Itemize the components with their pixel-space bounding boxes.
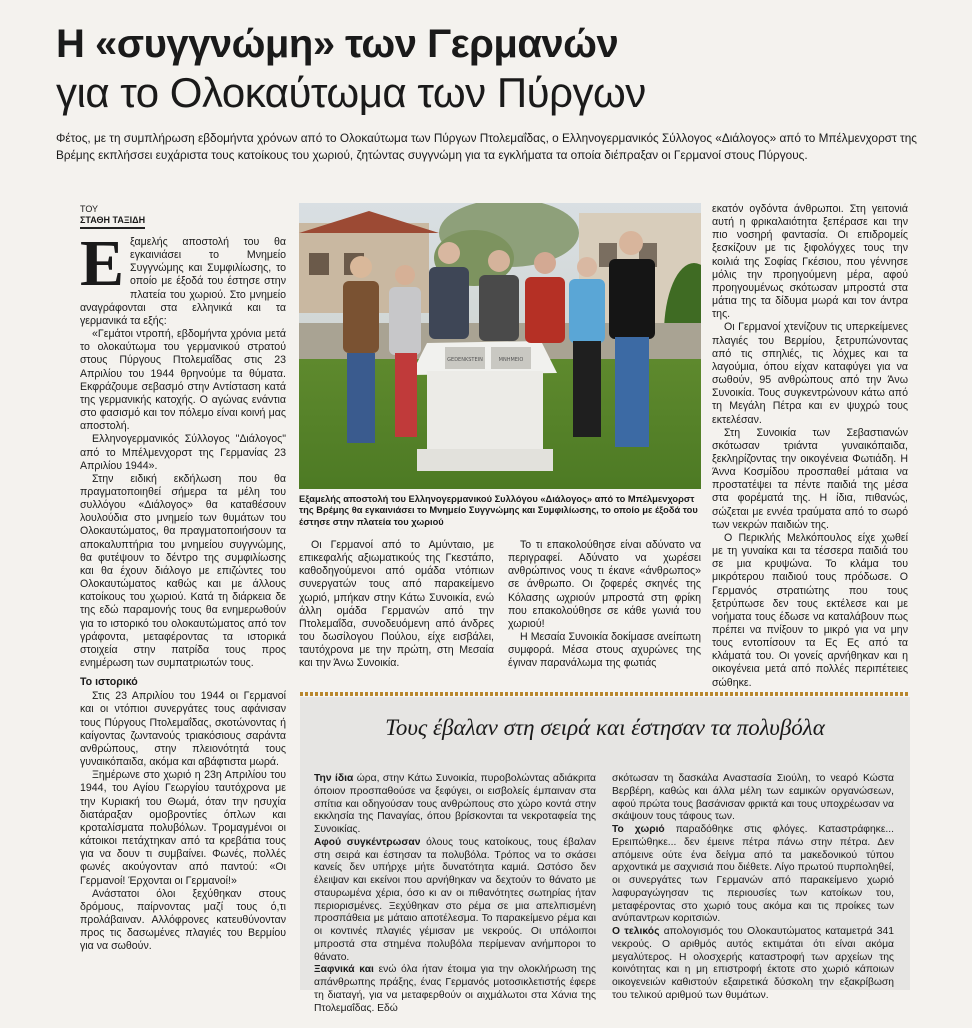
sidebar-column-right <box>612 773 894 1003</box>
sidebar-text: ενώ όλα ήταν έτοιμα για την ολοκλήρωση της απάνθρωπης πράξης, ένας Γερμανός μοτοσικλετιστής έφερε τη διαταγή, για να μεταφερθούν οι αιχμάλωτοι στα Χάνια της Πτολεμαΐδας. Εδώ <box>314 964 596 1014</box>
article-lede: Φέτος, με τη συμπλήρωση εβδομήντα χρόνων από το Ολοκαύτωμα των Πύργων Πτολεμαΐδας, ο Ελληνογερμανικός Σύλλογος «Διάλογος» από το Μπέλμενχορστ της Βρέμης εκπλήσσει ευχάριστα τους κατοίκους του χωριού, ζητώντας συγγνώμη για τα εγκλήματα τα οποία διέπραξαν οι Γερμανοί στους Πύργους. <box>56 131 917 162</box>
sidebar-paragraph <box>314 773 596 837</box>
lead-in: Το χωριό <box>612 824 665 835</box>
sidebar-paragraph <box>612 926 894 1003</box>
column-3 <box>508 539 701 671</box>
sidebar-top-rule <box>300 692 910 696</box>
col4-paragraph: εκατόν ογδόντα άνθρωποι. Στη γειτονιά αυτή η φρικαλαιότητα ξεπέρασε και την πιο νοσηρή φαντασία. Οι επιδρομείς ξεσκίζουν με τις ξιφολόγχες τους την κοιλιά της Σοφίας Γκέσιου, που γέννησε μόλις την προηγούμενη μέρα, αφού προηγουμένως σκότωσαν μπροστά στα μάτια της τα δίδυμα μωρά και τον άντρα της. <box>712 203 908 321</box>
sidebar-paragraph <box>314 964 596 1015</box>
col2-paragraph: Οι Γερμανοί από το Αμύνταιο, με επικεφαλής αξιωματικούς της Γκεστάπο, καθοδηγούμενοι από ομάδα ντόπιων συνεργατών τους από παρακείμενο χωριό, μπήκαν στην Κάτω Συνοικία, ενώ άλλη ομάδα Γερμανών από την Πτολεμαΐδα, συνοδευόμενη από άνδρες του δωσίλογου Πούλου, είχε εισβάλει, ταυτόχρονα με την πρώτη, στη Μεσαία και την Άνω Συνοικία. <box>299 539 494 670</box>
article-headline: Η «συγγνώμη» των Γερμανών <box>56 22 619 66</box>
monument-plaque-right: ΜΝΗΜΕΙΟ <box>498 357 524 363</box>
col1-paragraph: ξαμελής αποστολή του θα εγκαινιάσει το Μνημείο Συγγνώμης και Συμφιλίωσης, το οποίο με έξοδά του έστησε στην πλατεία του χωριού. Στο μνημείο αναγράφονται στα ελληνικά και τα γερμανικά τα εξής: <box>80 236 286 327</box>
col3-paragraph: Το τι επακολούθησε είναι αδύνατο να περιγραφεί. Αδύνατο να χωρέσει ανθρώπινος νους τι έκανε «άνθρωπος» σε άνθρωπο. Οι ζοφερές σκηνές της Κόλασης ωχριούν μπροστά στη φρίκη που επακολούθησε σε κάθε γωνιά του χωριού! <box>508 539 701 630</box>
col1-paragraph: Ξημέρωνε στο χωριό η 23η Απριλίου του 1944, του Αγίου Γεωργίου ταυτόχρονα με την Κυριακή του Θωμά, όταν την ησυχία διατάραξαν ομοβροντίες όπλων και κροταλίσματα πολυβόλων. Τρομαγμένοι οι κάτοικοι πετάχτηκαν από τα κρεβάτια τους για να δουν τι συμβαίνει. Φωνές, πολλές φωνές ακούγονταν από παντού: «Οι Γερμανοί! Έρχονται οι Γερμανοί!» <box>80 769 286 887</box>
sidebar-title: Τους έβαλαν στη σειρά και έστησαν τα πολυβόλα <box>385 715 825 740</box>
sidebar-text: όλους τους κατοίκους, τους έβαλαν στη σειρά και έστησαν τα πολυβόλα. Τρόπος να το σκάσει κανείς δεν υπήρχε μήτε δυνατότητα καμιά. Ωστόσο δεν έλειψαν και εκείνοι που αρνήθηκαν να δεχτούν το θάνατο με σταυρωμένα χέρια, όσο κι αν οι πιθανότητες σωτηρίας ήταν περιορισμένες. Ξεχύθηκαν στο ρέμα σε μια απελπισμένη προσπάθεια με μάταιο αποτέλεσμα. Το παρακείμενο ρέμα και οι κοντινές πλαγιές γέμισαν με νεκρούς. Οι υπόλοιποι μπροστά στα στημένα πολυβόλα περίμεναν ανήμποροι το θάνατο. <box>314 836 596 963</box>
sidebar-paragraph <box>612 773 894 824</box>
sidebar-box <box>300 697 910 1014</box>
article-subheadline: για το Ολοκαύτωμα των Πύργων <box>56 69 646 116</box>
col1-paragraph: «Γεμάτοι ντροπή, εβδομήντα χρόνια μετά το ολοκαύτωμα του γερμανικού στρατού στους Πύργους Πτολεμαΐδας στις 23 Απριλίου του 1944 θρηνούμε τα θύματα. Εκφράζουμε σεβασμό στην Αντίσταση κατά της γερμανικής κατοχής. Ο αγώνας ενάντια στο φασισμό και τον πόλεμο είναι κοινή μας αποστολή. <box>80 328 286 433</box>
col4-paragraph: Οι Γερμανοί χτενίζουν τις υπερκείμενες πλαγιές του Βερμίου, ξετρυπώνοντας από τις σπηλιές, τις λόχμες και τα λαγούμια, όπου είχαν καταφύγει για να σωθούν, 95 ανθρώπους από την Άνω Συνοικία. Τους συγκεντρώνουν κάτω από τη Μεγάλη Πέτρα και εν ψυχρώ τους εκτελέσαν. <box>712 321 908 426</box>
col3-paragraph: Η Μεσαία Συνοικία δοκίμασε ανείπωτη συμφορά. Μέσα στους αχυρώνες της έγιναν παρανάλωμα της φωτιάς <box>508 631 701 670</box>
section-title: Το ιστορικό <box>80 676 138 689</box>
dropcap: Ε <box>80 227 125 300</box>
col1-paragraph: Ανάστατοι όλοι ξεχύθηκαν στους δρόμους, παίρνοντας μαζί τους ό,τι προλάβαιναν. Αλλόφρονες κατευθύνονταν προς τις δασωμένες πλαγιές του Βερμίου για να σωθούν. <box>80 887 286 953</box>
byline <box>80 204 145 229</box>
sidebar-paragraph <box>612 824 894 926</box>
byline-prefix: ΤΟΥ <box>80 204 99 214</box>
col1-paragraph: Ελληνογερμανικός Σύλλογος "Διάλογος" από το Μπέλμενχορστ της Γερμανίας 23 Απριλίου 1944». <box>80 433 286 472</box>
photo-caption: Εξαμελής αποστολή του Ελληνογερμανικού Συλλόγου «Διάλογος» από το Μπέλμενχορστ της Βρέμης θα εγκαινιάσει το Μνημείο Συγγνώμης και Συμφιλίωσης, το οποίο με έξοδά του έστησε στην πλατεία του χωριού <box>299 494 698 527</box>
col1-paragraph: Στις 23 Απριλίου του 1944 οι Γερμανοί και οι ντόπιοι συνεργάτες τους αφάνισαν τους Πύργους Πτολεμαΐδας, σκοτώνοντας ή καίγοντας ζωντανούς τριακόσιους σαράντα ανθρώπους, στην πλειονότητά τους γυναικόπαιδα, ακόμα και αβάφτιστα μωρά. <box>80 690 286 769</box>
lead-in: Αφού συγκέντρωσαν <box>314 836 421 848</box>
monument-plaque-left: GEDENKSTEIN <box>447 357 483 363</box>
article-photo <box>299 203 701 489</box>
col4-paragraph: Ο Περικλής Μελκόπουλος είχε χωθεί με τη γυναίκα και τα τέσσερα παιδιά του σε μια κρυψώνα. Το κλάμα του μικρότερου παιδιού τους πρόδωσε. Ο Γερμανός στρατιώτης που τους ξετρύπωσε δεν τους εκτέλεσε και με νοήματα τους έδωσε να καταλάβουν πως πρέπει να πνίξουν το μικρό για να μην τους εντοπίσουν τα Ες Ες από τα κλάματά του. Οι γονείς αρνήθηκαν και η οικογένεια μετά από πολλές περιπέτειες σώθηκε. <box>712 531 908 689</box>
sidebar-text: σκότωσαν τη δασκάλα Αναστασία Σιούλη, το νεαρό Κώστα Βερβέρη, καθώς και άλλα μέλη των εαμικών οργανώσεων, αφού πρώτα τους βασάνισαν φρικτά και τους υποχρέωσαν να σκάψουν τους τάφους των. <box>612 773 894 823</box>
byline-author: ΣΤΑΘΗ ΤΑΞΙΔΗ <box>80 215 145 229</box>
sidebar-paragraph <box>314 837 596 965</box>
col1-paragraph: Στην ειδική εκδήλωση που θα πραγματοποιηθεί σήμερα τα μέλη του συλλόγου «Διάλογος» θα καταθέσουν λουλούδια στο μνημείο των θυμάτων του Ολοκαυτώματος, θα πραγματοποιήσουν τα αποκαλυπτήρια του μνημείου συγγνώμης, θα φυτέψουν το δέντρο της συμφιλίωσης και θα έχουν διάλογο με επιζώντες του Ολοκαυτώματος καθώς και με άλλους κατοίκους του χωριού. Κατά τη διάρκεια δε της εδώ παραμονής τους θα ενημερωθούν για το ιστορικό του ολοκαυτώματος από τον γράφοντα, μεταφέροντας τα ιστορικά στοιχεία στην πατρίδα τους προς ενημέρωση των συμπατριωτών τους. <box>80 472 286 669</box>
lead-in: Ο τελικός <box>612 926 660 937</box>
photo-illustration <box>299 203 701 489</box>
sidebar-text: απολογισμός του Ολοκαυτώματος καταμετρά 341 νεκρούς. Ο αριθμός αυτός εκτιμάται ότι είναι ακόμα μεγαλύτερος. Η ολοσχερής καταστροφή των αρχείων της κοινότητας και η μη επιστροφή έκτοτε στο χωριό κάποιων οικογενειών καθιστούν εξαιρετικά δύσκολη την εξακρίβωση του τελικού αριθμού των θυμάτων. <box>612 926 894 1001</box>
lead-in: Ξαφνικά και <box>314 964 374 976</box>
column-1 <box>80 227 286 953</box>
col4-paragraph: Στη Συνοικία των Σεβαστιανών σκότωσαν τριάντα γυναικόπαιδα, ξεκληρίζοντας την οικογένεια Φωτιάδη. Η Άννα Κοσμίδου προσπαθεί μάταια να προστατέψει τα πέντε παιδιά της μέσα στα φορέματά της. Η ίδια, πιθανώς, σώζεται με εννέα τραύματα από το σωρό των νεκρών παιδιών της. <box>712 426 908 531</box>
sidebar-column-left <box>314 773 596 1015</box>
sidebar-text: παραδόθηκε στις φλόγες. Καταστράφηκε... Ερειπώθηκε... δεν έμεινε πέτρα πάνω στην πέτρα. Δεν απόμεινε ούτε ένα δείγμα από τα μακεδονικού τύπου αρχοντικά με σαχνισιά που διέθετε. Λίγο πρωτού πυρποληθεί, οι συνεργάτες των Γερμανών από παρακείμενο χωριό λαφυραγώγησαν τις περιουσίες των κατοίκων του, μεταφέροντας στο χωριό τους ακόμα και τις προίκες των ανύπαντρων κοριτσιών. <box>612 824 894 925</box>
column-4 <box>712 203 908 690</box>
column-2 <box>299 539 494 671</box>
lead-in: Την ίδια <box>314 773 354 784</box>
sidebar-text: ώρα, στην Κάτω Συνοικία, πυροβολώντας αδιάκριτα όποιον προσπαθούσε να ξεφύγει, οι εισβολείς έμπαιναν στα σπίτια και οδηγούσαν τους ανθρώπους στο χώρο κοντά στην εκκλησία της Παναγίας, όπου βρίσκονται τα νεκροταφεία της Συνοικίας. <box>314 773 596 835</box>
